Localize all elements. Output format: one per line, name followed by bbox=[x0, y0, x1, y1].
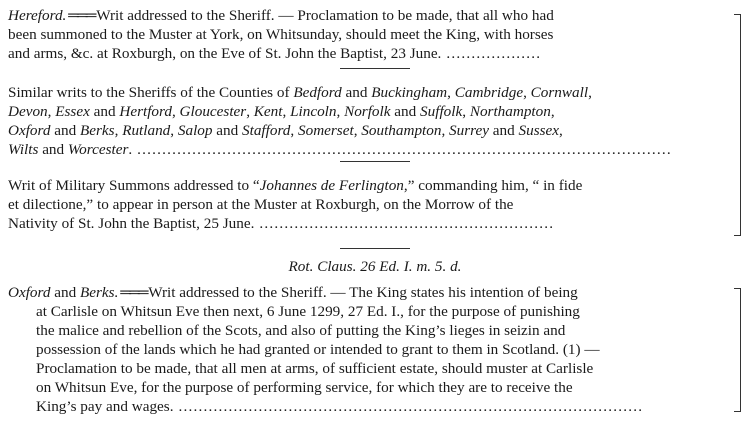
entry-text: King’s pay and wages. bbox=[36, 398, 174, 415]
section-divider bbox=[340, 248, 410, 249]
entry-line: Wilts and Worcester. ........................................................................................................... bbox=[8, 141, 672, 158]
entry-line bbox=[8, 6, 734, 25]
entry-similar-writs bbox=[8, 83, 734, 159]
entry-line: Oxford and Berks, Rutland, Salop and Stafford, Somerset, Southampton, Surrey and Sussex, bbox=[8, 122, 563, 139]
entry-line: Writ of Military Summons addressed to “Johannes de Ferlington,” commanding him, “ in fide bbox=[8, 177, 583, 194]
entry-line: Similar writs to the Sheriffs of the Counties of Bedford and Buckingham, Cambridge, Cornwall, bbox=[8, 84, 592, 101]
entry-line: at Carlisle on Whitsun Eve then next, 6 June 1299, 27 Ed. I., for the purpose of punishing bbox=[36, 303, 580, 320]
county-name: Hereford. bbox=[8, 7, 67, 24]
entry-text: Nativity of St. John the Baptist, 25 June. bbox=[8, 215, 255, 232]
section-divider bbox=[340, 161, 410, 162]
leader-dots: ........................................................................................................... bbox=[132, 141, 672, 158]
entry-text: and arms, &c. at Roxburgh, on the Eve of St. John the Baptist, 23 June. bbox=[8, 45, 442, 62]
entry-line: on Whitsun Eve, for the purpose of performing service, for which they are to receive the bbox=[36, 379, 573, 396]
entry-line: possession of the lands which he had granted or intended to grant to them in Scotland. (1) — bbox=[36, 341, 600, 358]
leader-dots: ................... bbox=[441, 45, 542, 62]
entry-line: Devon, Essex and Hertford, Gloucester, Kent, Lincoln, Norfolk and Suffolk, Northampton, bbox=[8, 103, 555, 120]
right-bracket bbox=[734, 14, 741, 236]
entry-line bbox=[8, 44, 734, 63]
entry-line bbox=[8, 214, 734, 233]
entry-line: Proclamation to be made, that all men at arms, of sufficient estate, should muster at Carlisle bbox=[36, 360, 594, 377]
entry-line bbox=[8, 283, 734, 302]
entry-line bbox=[8, 397, 734, 416]
leader-dots: ........................................................... bbox=[254, 215, 555, 232]
county-name: Oxford bbox=[8, 284, 51, 301]
entry-line: et dilectione,” to appear in person at the Muster at Roxburgh, on the Morrow of the bbox=[8, 196, 514, 213]
county-name: Berks. bbox=[80, 284, 119, 301]
right-bracket bbox=[734, 288, 741, 412]
entry-oxford-berks bbox=[8, 283, 734, 416]
conjunction: and bbox=[50, 284, 80, 301]
entry-text: Writ addressed to the Sheriff. — The King states his intention of being bbox=[148, 284, 578, 301]
double-rule-dash: ═══ bbox=[66, 7, 97, 24]
entry-line: been summoned to the Muster at York, on Whitsunday, should meet the King, with horses bbox=[8, 26, 554, 43]
entry-hereford bbox=[8, 6, 734, 63]
section-divider bbox=[340, 68, 410, 69]
entry-military-summons bbox=[8, 176, 734, 233]
roll-heading: Rot. Claus. 26 Ed. I. m. 5. d. bbox=[288, 258, 462, 275]
double-rule-dash: ═══ bbox=[118, 284, 149, 301]
entry-text: Writ addressed to the Sheriff. — Proclamation to be made, that all who had bbox=[96, 7, 554, 24]
entry-line: the malice and rebellion of the Scots, and also of putting the King’s lieges in seizin and bbox=[36, 322, 566, 339]
leader-dots: ............................................................................................. bbox=[173, 398, 644, 415]
